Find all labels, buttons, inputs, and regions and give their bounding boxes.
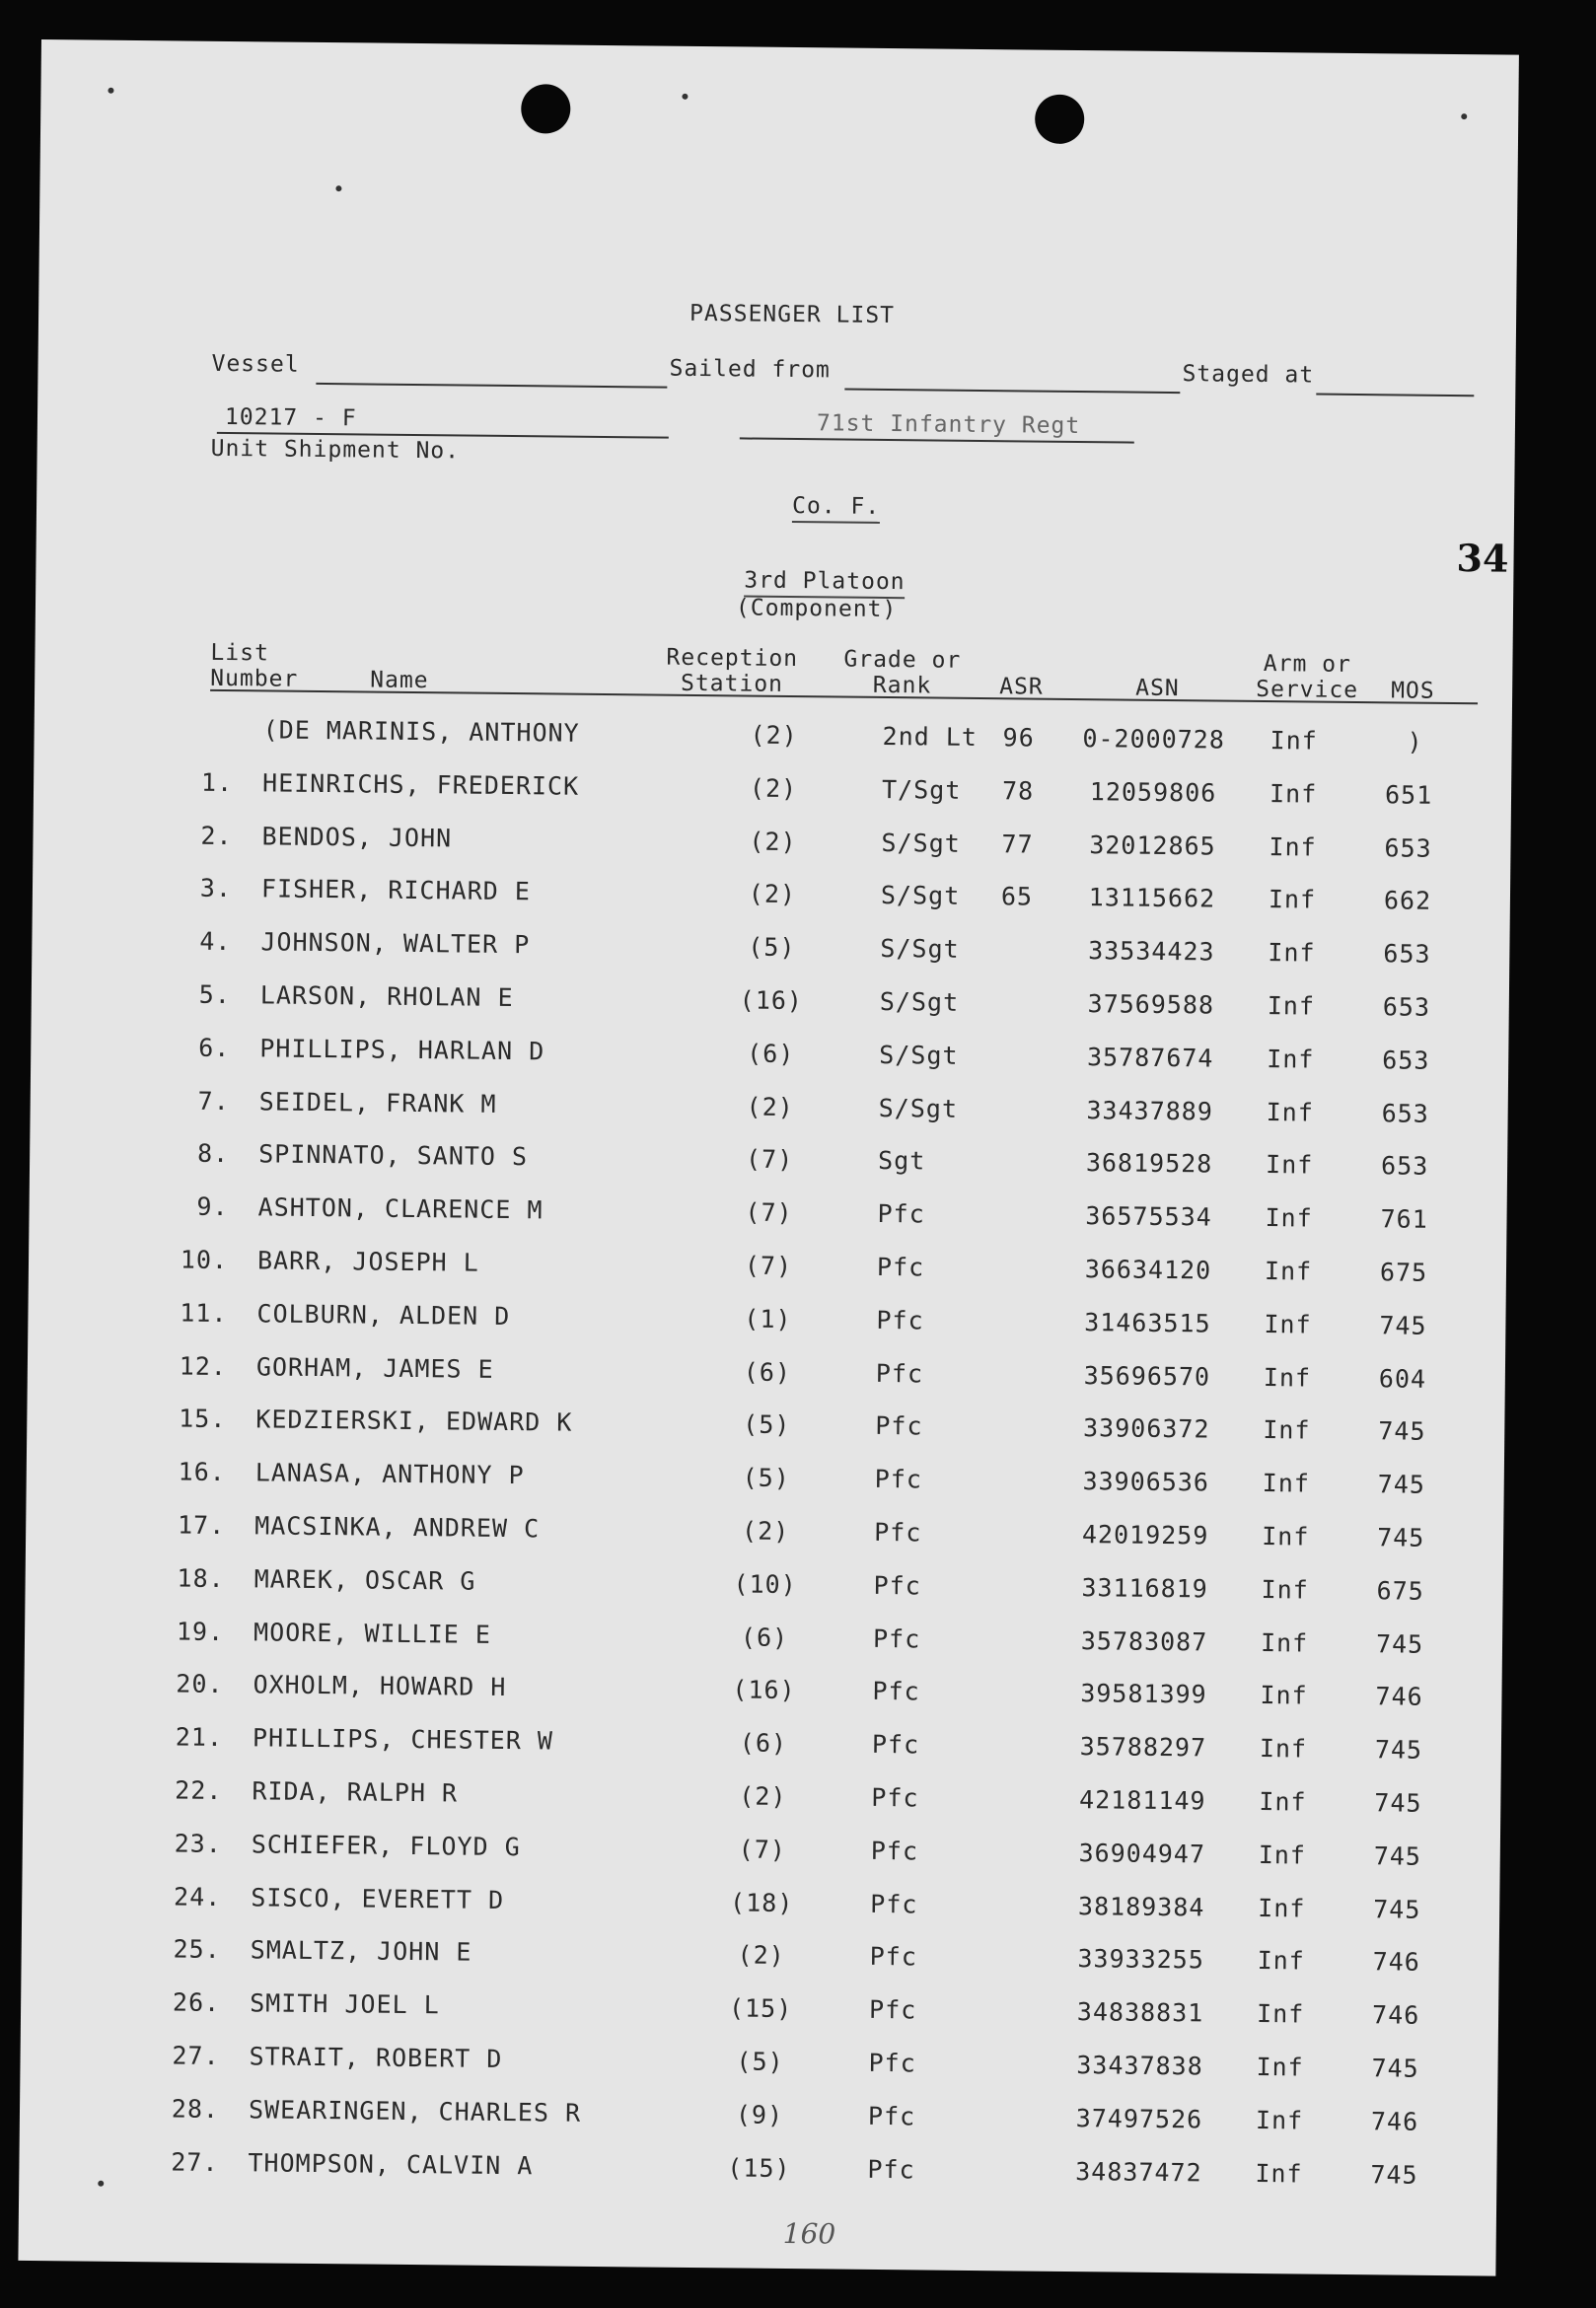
- cell-asn: 34837472: [1075, 2157, 1202, 2188]
- cell-asn: 33437889: [1086, 1096, 1214, 1126]
- cell-arm: Inf: [1258, 1840, 1307, 1870]
- cell-arm: Inf: [1266, 1098, 1314, 1127]
- cell-station: (6): [739, 1728, 788, 1759]
- cell-asr: 78: [1001, 776, 1035, 806]
- cell-grade: Pfc: [876, 1305, 924, 1335]
- cell-num: 21.: [175, 1722, 224, 1753]
- cell-grade: Sgt: [877, 1145, 926, 1176]
- cell-asn: 42019259: [1081, 1520, 1209, 1551]
- header-text: Number: [210, 665, 299, 692]
- table-row: [34, 713, 1511, 768]
- cell-mos: 745: [1379, 1311, 1427, 1340]
- cell-mos: 745: [1377, 1470, 1426, 1499]
- cell-arm: Inf: [1263, 1415, 1311, 1445]
- cell-grade: S/Sgt: [881, 828, 961, 858]
- cell-station: (7): [745, 1144, 794, 1175]
- cell-station: (6): [743, 1357, 792, 1388]
- punch-hole-right: [1035, 95, 1085, 145]
- cell-station: (5): [743, 1409, 791, 1440]
- cell-mos: 653: [1383, 939, 1431, 969]
- header-list-number: [210, 640, 299, 692]
- cell-name: THOMPSON, CALVIN A: [248, 2148, 534, 2181]
- cell-mos: 745: [1375, 1629, 1424, 1659]
- cell-num: 25.: [173, 1934, 221, 1965]
- cell-arm: Inf: [1270, 726, 1318, 756]
- cell-station: (5): [748, 932, 796, 963]
- cell-num: 4.: [199, 926, 232, 957]
- cell-num: 27.: [172, 2041, 220, 2071]
- cell-grade: 2nd Lt: [882, 721, 979, 752]
- cell-name: ASHTON, CLARENCE M: [257, 1192, 544, 1225]
- cell-grade: Pfc: [871, 1782, 919, 1813]
- cell-grade: Pfc: [870, 1889, 918, 1919]
- cell-grade: Pfc: [876, 1252, 925, 1282]
- cell-arm: Inf: [1264, 1257, 1313, 1286]
- cell-mos: 745: [1371, 2054, 1419, 2083]
- cell-asn: 33906536: [1082, 1467, 1210, 1497]
- platoon: 3rd Platoon: [744, 567, 906, 599]
- cell-grade: S/Sgt: [879, 986, 960, 1017]
- speck: [682, 94, 688, 100]
- cell-mos: 745: [1374, 1788, 1422, 1818]
- cell-mos: 745: [1374, 1735, 1423, 1765]
- cell-num: 28.: [171, 2094, 220, 2124]
- header-text: Reception: [666, 644, 799, 673]
- cell-station: (2): [748, 879, 797, 909]
- unit-shipment-number: 10217 - F: [224, 403, 357, 432]
- speck: [335, 185, 341, 191]
- table-row: [21, 1933, 1498, 1988]
- unit-shipment-label: Unit Shipment No.: [210, 435, 461, 465]
- table-row: [20, 2093, 1497, 2148]
- cell-grade: Pfc: [872, 1623, 921, 1654]
- header-text: Arm or: [1263, 651, 1352, 678]
- cell-name: SWEARINGEN, CHARLES R: [248, 2095, 582, 2128]
- cell-station: (6): [747, 1039, 795, 1069]
- cell-grade: Pfc: [874, 1464, 923, 1494]
- table-row: [33, 872, 1510, 927]
- cell-num: 22.: [175, 1775, 223, 1806]
- vessel-label: Vessel: [211, 350, 300, 378]
- cell-num: 2.: [200, 821, 233, 851]
- cell-asn: 33437838: [1076, 2051, 1203, 2081]
- table-row: [27, 1403, 1504, 1458]
- cell-mos: 761: [1380, 1204, 1428, 1234]
- cell-num: 1.: [200, 767, 234, 798]
- cell-asn: 36819528: [1085, 1148, 1213, 1179]
- cell-station: (2): [746, 1092, 794, 1122]
- cell-asr: 96: [1002, 723, 1035, 753]
- cell-station: (2): [741, 1516, 790, 1547]
- cell-num: 7.: [197, 1086, 230, 1117]
- table-row: [20, 2040, 1497, 2095]
- speck: [1461, 113, 1467, 119]
- cell-mos: 745: [1373, 1841, 1422, 1871]
- cell-grade: Pfc: [868, 1994, 917, 2025]
- cell-mos: 662: [1383, 886, 1432, 915]
- cell-name: STRAIT, ROBERT D: [249, 2042, 503, 2074]
- cell-name: HEINRICHS, FREDERICK: [261, 768, 580, 801]
- cell-num: 5.: [198, 979, 232, 1010]
- cell-arm: Inf: [1255, 2106, 1304, 2135]
- cell-arm: Inf: [1269, 832, 1317, 862]
- table-row: [27, 1456, 1504, 1511]
- cell-asn: 38189384: [1077, 1892, 1205, 1922]
- company: Co. F.: [792, 493, 880, 524]
- cell-asn: 37497526: [1075, 2104, 1203, 2134]
- cell-num: 6.: [198, 1033, 231, 1063]
- cell-asn: 35788297: [1079, 1732, 1207, 1763]
- table-row: [26, 1509, 1503, 1564]
- punch-hole-left: [521, 84, 571, 134]
- cell-grade: Pfc: [875, 1410, 923, 1441]
- cell-grade: Pfc: [874, 1517, 922, 1548]
- cell-asr: 65: [1000, 882, 1034, 911]
- cell-num: 8.: [196, 1138, 230, 1169]
- cell-station: (2): [750, 720, 798, 751]
- cell-station: (5): [742, 1463, 790, 1493]
- cell-asn: 31463515: [1084, 1308, 1211, 1338]
- cell-num: 15.: [179, 1404, 227, 1434]
- cell-num: 12.: [179, 1351, 228, 1382]
- cell-num: 23.: [174, 1829, 223, 1859]
- component-label: (Component): [735, 595, 898, 623]
- table-row: [28, 1350, 1505, 1406]
- cell-mos: 745: [1370, 2160, 1418, 2190]
- cell-name: RIDA, RALPH R: [252, 1776, 459, 1808]
- header-text: Service: [1256, 676, 1359, 704]
- cell-name: OXHOLM, HOWARD H: [253, 1670, 507, 1702]
- cell-mos: 651: [1384, 780, 1433, 810]
- cell-asn: 37569588: [1087, 989, 1215, 1020]
- table-row: [23, 1828, 1500, 1883]
- cell-name: SMITH JOEL L: [250, 1988, 440, 2020]
- cell-name: SISCO, EVERETT D: [251, 1883, 505, 1915]
- cell-station: (2): [739, 1781, 787, 1812]
- cell-mos: 745: [1377, 1523, 1425, 1552]
- cell-asn: 39581399: [1080, 1679, 1207, 1709]
- table-row: [29, 1244, 1506, 1299]
- page-number: 34: [1456, 536, 1509, 581]
- cell-grade: Pfc: [871, 1729, 920, 1760]
- cell-mos: 675: [1376, 1576, 1424, 1606]
- cell-grade: S/Sgt: [880, 880, 961, 910]
- cell-grade: Pfc: [868, 2048, 916, 2078]
- cell-station: (2): [749, 827, 797, 857]
- header-text: Grade or: [843, 646, 962, 674]
- cell-grade: S/Sgt: [880, 933, 960, 964]
- cell-mos: 746: [1375, 1682, 1423, 1711]
- cell-asn: 33116819: [1081, 1573, 1208, 1604]
- table-row: [24, 1668, 1501, 1723]
- cell-station: (6): [740, 1623, 789, 1653]
- cell-arm: Inf: [1260, 1681, 1308, 1710]
- cell-asn: 33906372: [1082, 1413, 1210, 1444]
- cell-num: 10.: [180, 1245, 229, 1275]
- table-row: [25, 1616, 1502, 1671]
- cell-name: MACSINKA, ANDREW C: [254, 1511, 541, 1544]
- cell-asn: 0-2000728: [1082, 724, 1226, 755]
- cell-name: SPINNATO, SANTO S: [258, 1139, 529, 1172]
- cell-name: BARR, JOSEPH L: [256, 1246, 479, 1277]
- cell-asn: 33534423: [1088, 936, 1215, 967]
- cell-station: (7): [745, 1197, 793, 1228]
- cell-name: SMALTZ, JOHN E: [250, 1935, 472, 1967]
- cell-arm: Inf: [1269, 779, 1318, 809]
- cell-name: BENDOS, JOHN: [261, 822, 453, 853]
- cell-grade: Pfc: [872, 1676, 920, 1706]
- sailed-from-blank: [844, 389, 1180, 395]
- cell-asn: 13115662: [1088, 883, 1216, 913]
- cell-num: 27.: [171, 2147, 219, 2177]
- cell-asr: 77: [1001, 829, 1034, 859]
- header-asr: ASR: [999, 674, 1044, 700]
- cell-asn: 12059806: [1089, 777, 1217, 808]
- cell-asn: 34838831: [1076, 1997, 1204, 2028]
- cell-arm: Inf: [1267, 1045, 1315, 1074]
- cell-station: (16): [739, 985, 804, 1016]
- table-row: [19, 2146, 1496, 2201]
- cell-name: PHILLIPS, CHESTER W: [252, 1723, 554, 1756]
- table-row: [24, 1721, 1501, 1776]
- cell-mos: 653: [1382, 1046, 1430, 1075]
- cell-station: (15): [728, 1993, 793, 2024]
- cell-grade: T/Sgt: [881, 774, 962, 805]
- document-title: PASSENGER LIST: [689, 300, 896, 329]
- table-row: [25, 1562, 1502, 1618]
- cell-name: SCHIEFER, FLOYD G: [251, 1830, 521, 1862]
- header-text: List: [210, 639, 270, 667]
- cell-station: (15): [727, 2153, 791, 2184]
- speck: [108, 88, 113, 94]
- cell-name: (DE MARINIS, ANTHONY: [262, 715, 580, 748]
- cell-grade: Pfc: [870, 1836, 919, 1866]
- cell-mos: 746: [1370, 2107, 1419, 2136]
- staged-at-blank: [1316, 394, 1474, 397]
- cell-grade: S/Sgt: [879, 1040, 959, 1070]
- cell-mos: 746: [1372, 1947, 1420, 1977]
- cell-name: PHILLIPS, HARLAN D: [259, 1034, 545, 1066]
- cell-name: COLBURN, ALDEN D: [256, 1299, 511, 1332]
- table-row: [21, 1986, 1498, 2042]
- cell-mos: 653: [1381, 1099, 1429, 1128]
- cell-arm: Inf: [1255, 2159, 1303, 2189]
- cell-station: (2): [737, 1940, 785, 1970]
- cell-grade: Pfc: [877, 1198, 925, 1229]
- cell-arm: Inf: [1257, 1946, 1305, 1976]
- vessel-blank: [316, 383, 667, 389]
- header-arm-or-service: [1256, 651, 1358, 703]
- cell-arm: Inf: [1262, 1522, 1310, 1551]
- cell-trail: ): [1407, 727, 1423, 757]
- cell-num: 9.: [196, 1191, 229, 1222]
- cell-mos: 745: [1373, 1895, 1421, 1924]
- cell-asn: 36575534: [1085, 1201, 1212, 1232]
- cell-name: GORHAM, JAMES E: [255, 1352, 494, 1384]
- cell-asn: 35696570: [1083, 1361, 1211, 1392]
- cell-name: JOHNSON, WALTER P: [260, 927, 531, 960]
- table-row: [34, 766, 1511, 822]
- cell-station: (7): [738, 1835, 787, 1865]
- cell-name: MAREK, OSCAR G: [254, 1564, 476, 1596]
- cell-arm: Inf: [1265, 1150, 1314, 1180]
- cell-arm: Inf: [1264, 1310, 1312, 1339]
- cell-asn: 36904947: [1078, 1839, 1206, 1869]
- cell-name: SEIDEL, FRANK M: [258, 1087, 497, 1118]
- cell-station: (7): [744, 1251, 793, 1281]
- cell-grade: Pfc: [873, 1570, 921, 1601]
- cell-num: 18.: [177, 1563, 225, 1594]
- cell-arm: Inf: [1268, 885, 1317, 914]
- table-row: [22, 1881, 1499, 1936]
- cell-station: (2): [749, 773, 798, 804]
- cell-mos: 675: [1379, 1258, 1428, 1287]
- cell-name: FISHER, RICHARD E: [260, 874, 532, 906]
- table-row: [33, 820, 1510, 875]
- cell-name: KEDZIERSKI, EDWARD K: [255, 1405, 573, 1437]
- header-asn: ASN: [1135, 675, 1180, 702]
- cell-arm: Inf: [1263, 1363, 1312, 1393]
- cell-mos: 746: [1371, 2000, 1420, 2030]
- cell-num: 24.: [173, 1882, 222, 1912]
- cell-arm: Inf: [1261, 1575, 1309, 1605]
- cell-grade: Pfc: [875, 1358, 924, 1389]
- cell-arm: Inf: [1258, 1894, 1306, 1923]
- table-row: [30, 1085, 1507, 1140]
- header-grade: [843, 647, 961, 699]
- table-row: [23, 1774, 1500, 1830]
- cell-num: 11.: [180, 1298, 228, 1329]
- cell-asn: 35787674: [1086, 1043, 1214, 1073]
- cell-arm: Inf: [1259, 1787, 1307, 1817]
- cell-arm: Inf: [1265, 1203, 1313, 1233]
- cell-arm: Inf: [1260, 1628, 1309, 1658]
- cell-name: LARSON, RHOLAN E: [259, 980, 514, 1013]
- header-text: Rank: [872, 672, 932, 699]
- cell-num: 20.: [176, 1669, 224, 1699]
- cell-grade: S/Sgt: [878, 1093, 959, 1123]
- cell-mos: 653: [1384, 833, 1432, 863]
- table-row: [31, 1032, 1508, 1087]
- cell-num: 17.: [177, 1510, 226, 1541]
- pencil-note: 160: [782, 2216, 836, 2251]
- cell-asn: 36634120: [1084, 1255, 1212, 1285]
- header-name: Name: [370, 667, 429, 694]
- cell-name: MOORE, WILLIE E: [253, 1618, 492, 1649]
- cell-asn: 33933255: [1077, 1944, 1205, 1975]
- table-row: [32, 925, 1509, 980]
- cell-station: (16): [732, 1675, 796, 1705]
- cell-num: 3.: [199, 873, 233, 903]
- cell-mos: 653: [1382, 992, 1431, 1022]
- staged-at-label: Staged at: [1182, 361, 1315, 389]
- cell-arm: Inf: [1259, 1734, 1308, 1764]
- cell-grade: Pfc: [867, 2101, 916, 2131]
- table-row: [30, 1137, 1507, 1192]
- cell-num: 26.: [172, 1987, 221, 2018]
- header-reception-station: [666, 645, 798, 697]
- cell-asn: 35783087: [1080, 1626, 1208, 1657]
- cell-mos: 745: [1378, 1416, 1426, 1446]
- cell-name: LANASA, ANTHONY P: [254, 1458, 525, 1490]
- table-row: [29, 1190, 1506, 1246]
- cell-arm: Inf: [1267, 991, 1316, 1021]
- cell-station: (1): [744, 1304, 792, 1334]
- cell-mos: 604: [1378, 1364, 1427, 1394]
- cell-asn: 42181149: [1078, 1785, 1206, 1816]
- cell-asn: 32012865: [1089, 830, 1216, 861]
- cell-grade: Pfc: [867, 2154, 915, 2185]
- cell-station: (18): [729, 1888, 794, 1918]
- header-text: Station: [680, 670, 784, 697]
- cell-arm: Inf: [1256, 2053, 1304, 2082]
- cell-station: (9): [735, 2100, 784, 2129]
- cell-arm: Inf: [1268, 938, 1316, 968]
- cell-num: 19.: [176, 1617, 225, 1647]
- table-row: [28, 1297, 1505, 1352]
- cell-num: 16.: [178, 1457, 226, 1487]
- cell-mos: 653: [1380, 1151, 1429, 1181]
- cell-grade: Pfc: [869, 1941, 918, 1972]
- cell-arm: Inf: [1262, 1469, 1311, 1498]
- regiment: 71st Infantry Regt: [816, 410, 1081, 440]
- cell-num: [181, 715, 234, 716]
- table-row: [32, 978, 1509, 1034]
- sailed-from-label: Sailed from: [669, 355, 831, 384]
- document-page: [18, 39, 1519, 2276]
- cell-station: (5): [736, 2047, 784, 2076]
- cell-station: (10): [733, 1569, 797, 1600]
- cell-arm: Inf: [1256, 1999, 1305, 2029]
- header-mos: MOS: [1391, 678, 1435, 704]
